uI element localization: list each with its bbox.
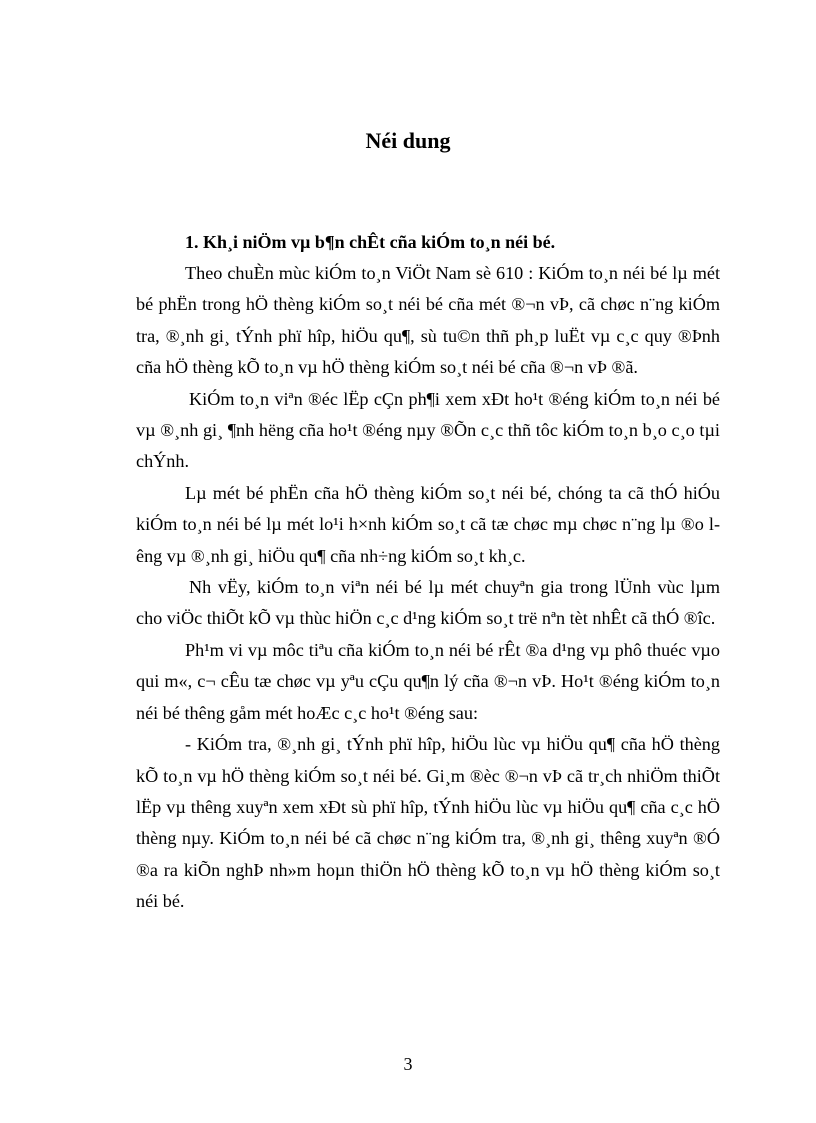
paragraph-4: Nh vËy, kiÓm to¸n viªn néi bé lµ mét chuyªn gia trong lÜnh vùc lµm cho viÖc thiÕt kÕ vµ thùc hiÖn c¸c d¹ng kiÓm so¸t trë nªn tèt nhÊt cã thÓ ®îc. [136,577,720,629]
body-text [136,258,720,918]
page-title: Néi dung [365,128,451,153]
paragraph-3: Lµ mét bé phËn cña hÖ thèng kiÓm so¸t néi bé, chóng ta cã thÓ hiÓu kiÓm to¸n néi bé lµ mét lo¹i h×nh kiÓm so¸t cã tæ chøc mµ chøc n¨ng lµ ®o lêng vµ ®¸nh gi¸ hiÖu qu¶ cña nh÷ng kiÓm so¸t kh¸c. [136,482,720,566]
paragraph-2: KiÓm to¸n viªn ®éc lËp cÇn ph¶i xem xÐt ho¹t ®éng kiÓm to¸n néi bé vµ ®¸nh gi¸ ¶nh hëng cña ho¹t ®éng nµy ®Õn c¸c thñ tôc kiÓm to¸n b¸o c¸o tµi chÝnh. [136,388,720,472]
paragraph-1: Theo chuÈn mùc kiÓm to¸n ViÖt Nam sè 610 : KiÓm to¸n néi bé lµ mét bé phËn trong hÖ thèng kiÓm so¸t néi bé cña mét ®¬n vÞ, cã chøc n¨ng kiÓm tra, ®¸nh gi¸ tÝnh phï hîp, hiÖu qu¶, sù tu©n thñ ph¸p luËt vµ c¸c quy ®Þnh cña hÖ thèng kÕ to¸n vµ hÖ thèng kiÓm so¸t néi bé cña ®¬n vÞ ®ã. [136,263,720,378]
page-number: 3 [403,1054,413,1074]
paragraph-5: Ph¹m vi vµ môc tiªu cña kiÓm to¸n néi bé rÊt ®a d¹ng vµ phô thuéc vµo qui m«, c¬ cÊu tæ chøc vµ yªu cÇu qu¶n lý cña ®¬n vÞ. Ho¹t ®éng kiÓm to¸n néi bé thêng gåm mét hoÆc c¸c ho¹t ®éng sau: [136,639,720,723]
section-heading: 1. Kh¸i niÖm vµ b¶n chÊt cña kiÓm to¸n néi bé. [185,232,556,252]
paragraph-6: - KiÓm tra, ®¸nh gi¸ tÝnh phï hîp, hiÖu lùc vµ hiÖu qu¶ cña hÖ thèng kÕ to¸n vµ hÖ thèng kiÓm so¸t néi bé. Gi¸m ®èc ®¬n vÞ cã tr¸ch nhiÖm thiÕt lËp vµ thêng xuyªn xem xÐt sù phï hîp, tÝnh hiÖu lùc vµ hiÖu qu¶ cña c¸c hÖ thèng nµy. KiÓm to¸n néi bé cã chøc n¨ng kiÓm tra, ®¸nh gi¸ thêng xuyªn ®Ó ®a ra kiÕn nghÞ nh»m hoµn thiÖn hÖ thèng kÕ to¸n vµ hÖ thèng kiÓm so¸t néi bé. [136,734,720,912]
